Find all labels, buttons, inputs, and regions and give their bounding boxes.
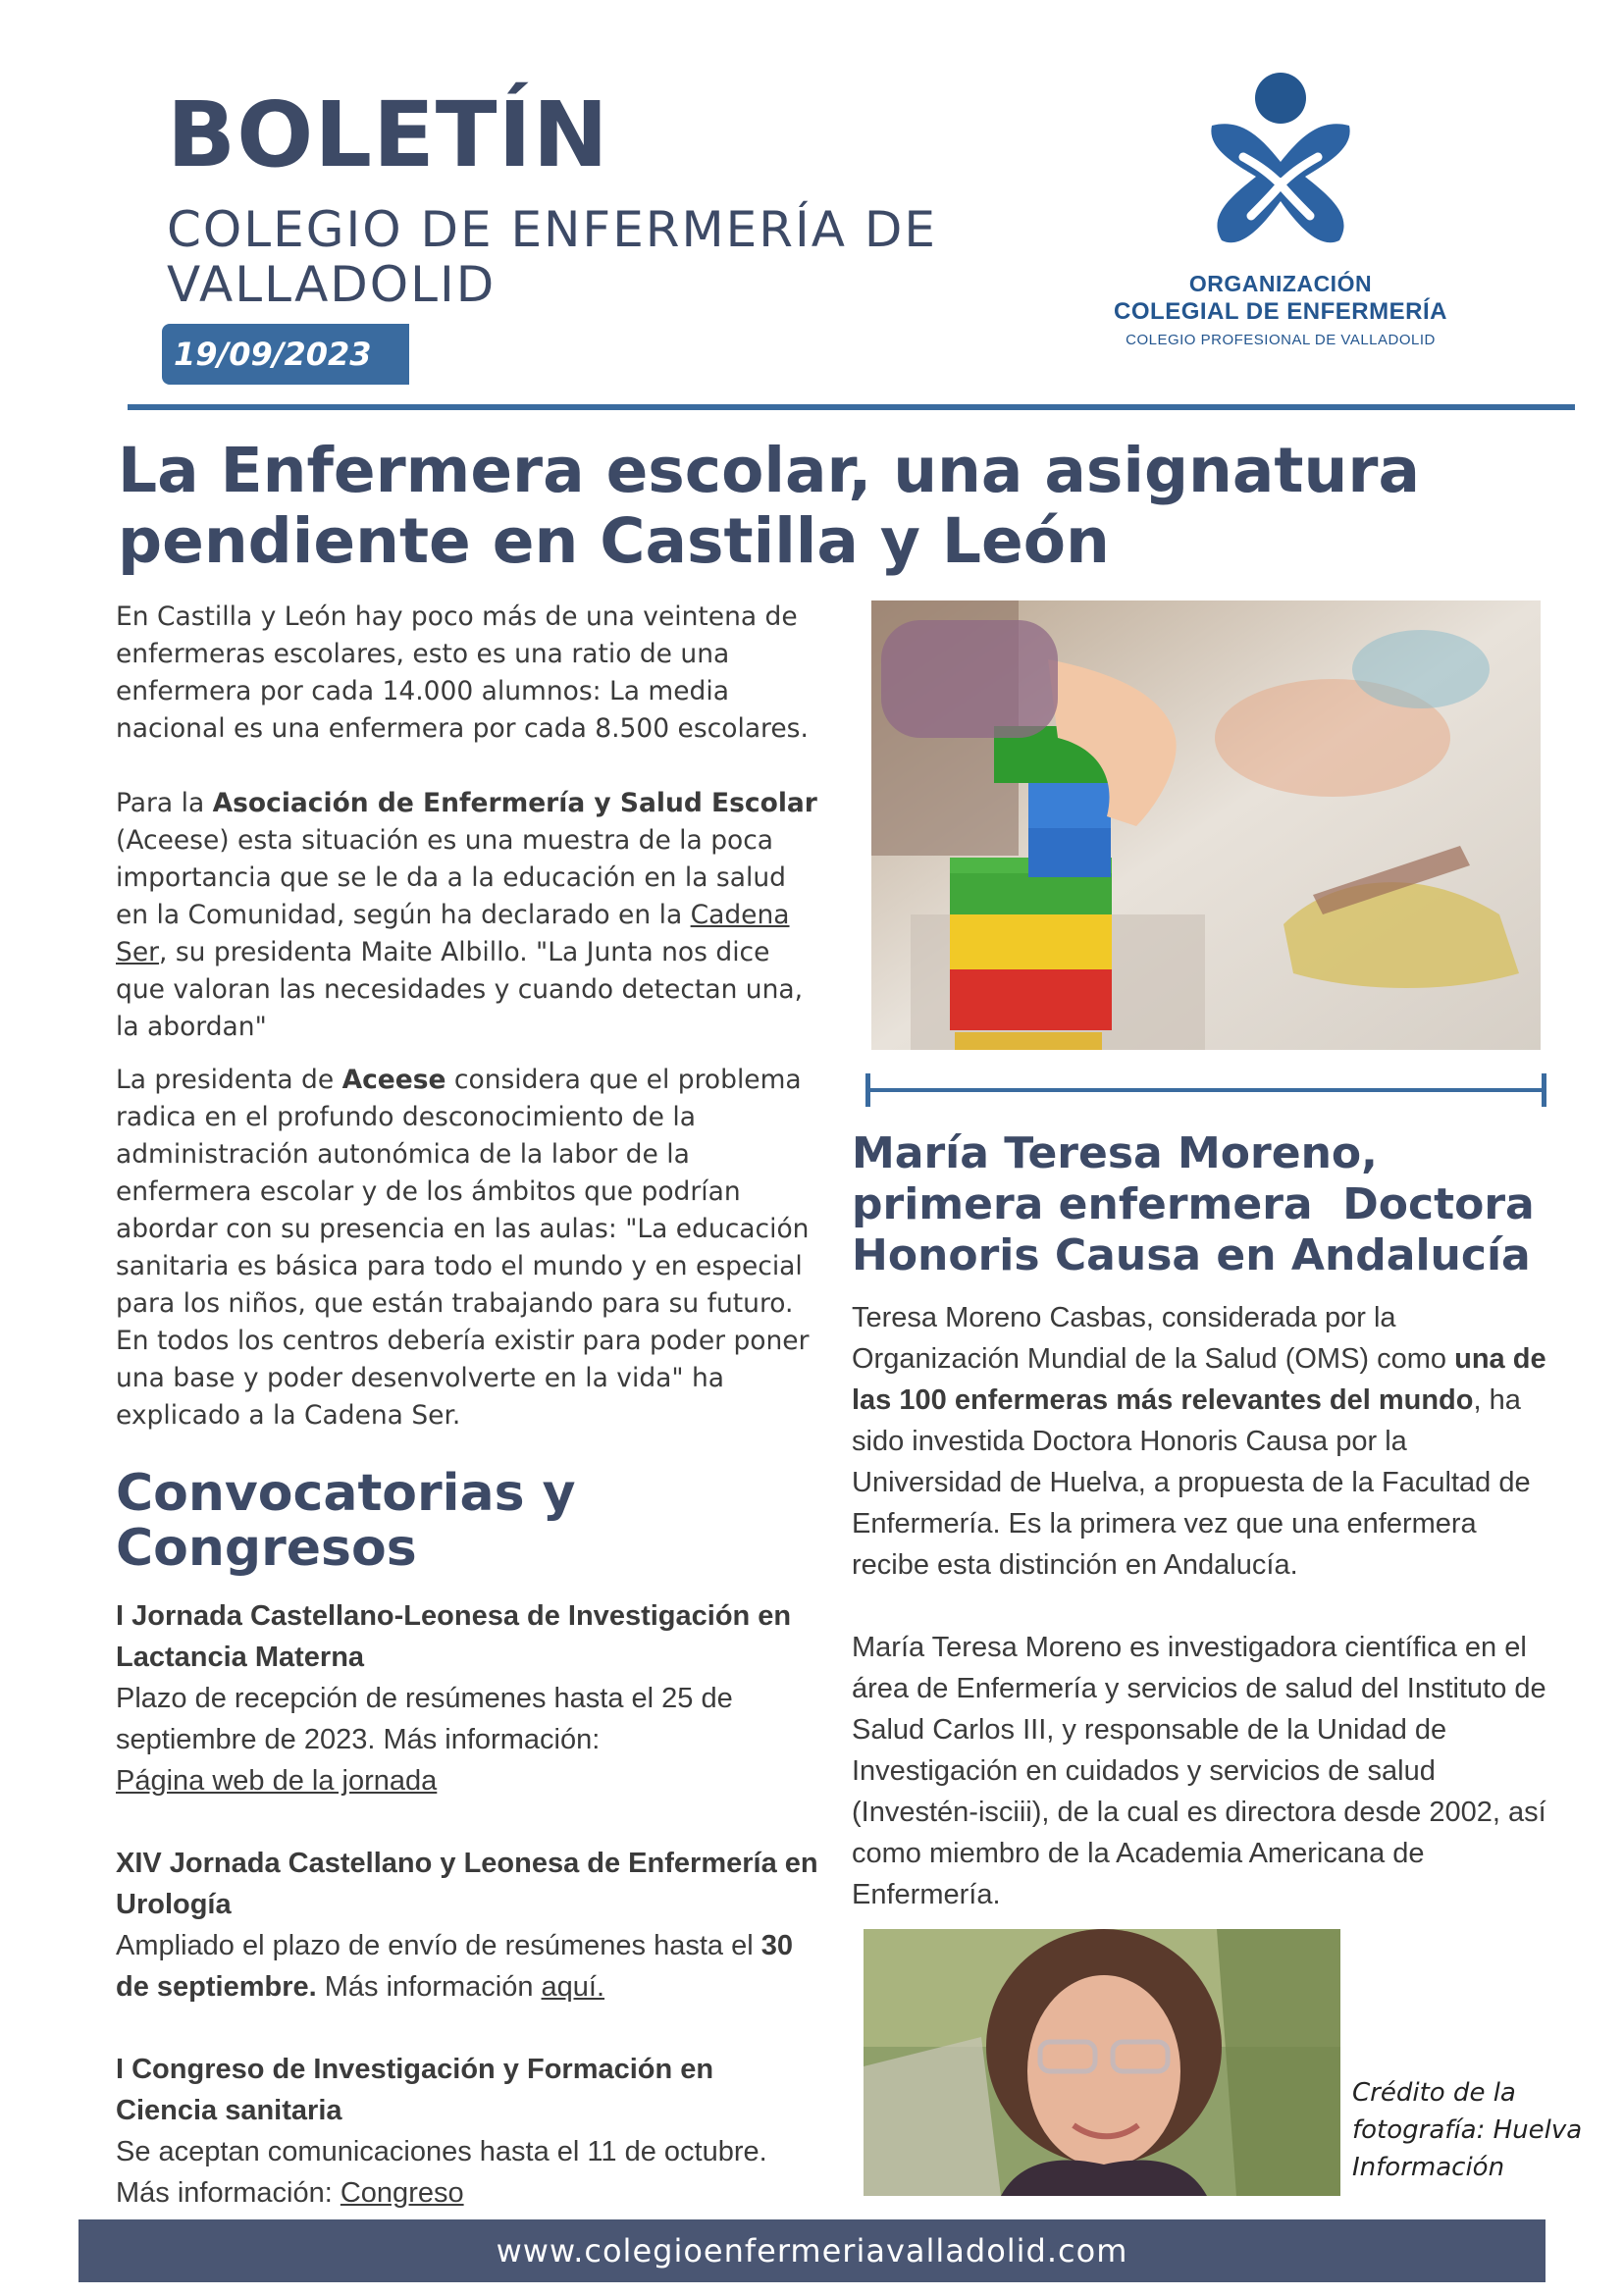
- article2-title-line1: María Teresa Moreno,: [852, 1128, 1378, 1178]
- event2-title: XIV Jornada Castellano y Leonesa de Enfermería en Urología: [116, 1848, 818, 1920]
- events-title-line2: Congresos: [116, 1519, 417, 1578]
- event3-title: I Congreso de Investigación y Formación en Ciencia sanitaria: [116, 2054, 714, 2126]
- logo-text-line1: ORGANIZACIÓN: [1188, 271, 1373, 296]
- article1-p2-bold: Asociación de Enfermería y Salud Escolar: [212, 788, 817, 818]
- article1-paragraph1: En Castilla y León hay poco más de una veintena de enfermeras escolares, esto es una ratio de una enfermera por cada 14.000 alumnos: La media nacional es una enfermera por cada 8.500 escolares.: [116, 601, 809, 744]
- article1-p3-pre: La presidenta de: [116, 1065, 342, 1095]
- portrait-photo: [864, 1929, 1340, 2196]
- event2-text-pre: Ampliado el plazo de envío de resúmenes hasta el: [116, 1930, 761, 1961]
- article2-paragraph2: María Teresa Moreno es investigadora científica en el área de Enfermería y servicios de salud del Instituto de Salud Carlos III, y responsable de la Unidad de Investigación en cuidados y servicios de salud (Investén-isciii), de la cual es directora desde 2002, así como miembro de la Academia Americana de Enfermería.: [852, 1632, 1546, 1910]
- article2-title: [852, 1128, 1578, 1281]
- event3-text-pre: Se aceptan comunicaciones hasta el 11 de octubre. Más información:: [116, 2136, 775, 2209]
- events-section-title: [116, 1466, 822, 1576]
- event2-text: [116, 1925, 822, 2008]
- article2-p1-post: , ha sido investida Doctora Honoris Causa por la Universidad de Huelva, a propuesta de la Facultad de Enfermería. Es la primera vez que una enfermera recibe esta distinción en Andalucía.: [852, 1384, 1531, 1581]
- events-title-line1: Convocatorias y: [116, 1464, 576, 1523]
- event3-text: [116, 2131, 822, 2214]
- section-divider: [865, 1073, 1546, 1107]
- logo-text-line3: COLEGIO PROFESIONAL DE VALLADOLID: [1126, 332, 1436, 348]
- event-item: [116, 1843, 822, 2008]
- article1-title-line1: La Enfermera escolar, una asignatura: [118, 435, 1420, 506]
- event1-title: I Jornada Castellano-Leonesa de Investigación en Lactancia Materna: [116, 1600, 792, 1673]
- article2-p1-pre: Teresa Moreno Casbas, considerada por la Organización Mundial de la Salud (OMS) como: [852, 1302, 1455, 1375]
- event-item: [116, 2049, 822, 2214]
- footer-website-link[interactable]: www.colegioenfermeriavalladolid.com: [79, 2219, 1545, 2282]
- article2-title-line3: Honoris Causa en Andalucía: [852, 1230, 1531, 1280]
- building-blocks-photo: [871, 600, 1541, 1050]
- article1-body: [116, 599, 822, 1472]
- date-badge: 19/09/2023: [162, 324, 409, 385]
- article2-body: [852, 1297, 1558, 1957]
- article1-p2-mid: (Aceese) esta situación es una muestra de la poca importancia que se le da a la educación en la salud en la Comunidad, según ha declarado en la: [116, 825, 786, 930]
- article1-p2-pre: Para la: [116, 788, 213, 818]
- event2-text-post: Más información: [316, 1971, 542, 2003]
- organization-logo[interactable]: [1099, 69, 1462, 353]
- event1-link[interactable]: Página web de la jornada: [116, 1765, 438, 1797]
- bulletin-title: BOLETÍN: [167, 82, 609, 187]
- nurse-figure-icon: [1182, 69, 1379, 265]
- article2-paragraph1: [852, 1297, 1558, 1586]
- event1-text: Plazo de recepción de resúmenes hasta el 25 de septiembre de 2023. Más información:: [116, 1683, 733, 1755]
- article1-paragraph3: [116, 1062, 822, 1435]
- cadena-ser-link[interactable]: Cadena Ser: [116, 900, 790, 967]
- event2-link[interactable]: aquí.: [541, 1971, 605, 2003]
- college-name-line2: VALLADOLID: [167, 256, 497, 313]
- event2-text-bold: 30 de septiembre.: [116, 1930, 794, 2003]
- article1-p2-post: , su presidenta Maite Albillo. "La Junta nos dice que valoran las necesidades y cuando detectan una, la abordan": [116, 937, 804, 1042]
- logo-text-line2: COLEGIAL DE ENFERMERÍA: [1114, 298, 1447, 325]
- college-name: [167, 202, 1050, 312]
- event-item: [116, 1595, 822, 1801]
- header-divider: [128, 404, 1575, 410]
- article1-p3-post: considera que el problema radica en el profundo desconocimiento de la administración autonómica de la labor de la enfermera escolar y de los ámbitos que podrían abordar con su presencia en las aulas: "La educación sanitaria es básica para todo el mundo y en especial para los niños, que están trabajando para su futuro. En todos los centros debería existir para poder poner una base y poder desenvolverte en la vida" ha explicado a la Cadena Ser.: [116, 1065, 810, 1431]
- article1-p3-bold: Aceese: [341, 1065, 446, 1095]
- article1-paragraph2: [116, 785, 822, 1046]
- event3-link[interactable]: Congreso: [340, 2177, 464, 2209]
- events-list: [116, 1595, 822, 2255]
- article2-p1-bold: una de las 100 enfermeras más relevantes del mundo: [852, 1343, 1546, 1416]
- photo-credit: Crédito de la fotografía: Huelva Información: [1352, 2078, 1583, 2182]
- article1-title: [118, 436, 1511, 577]
- article1-title-line2: pendiente en Castilla y León: [118, 505, 1110, 577]
- college-name-line1: COLEGIO DE ENFERMERÍA DE: [167, 201, 937, 258]
- article2-title-line2: primera enfermera Doctora: [852, 1179, 1535, 1229]
